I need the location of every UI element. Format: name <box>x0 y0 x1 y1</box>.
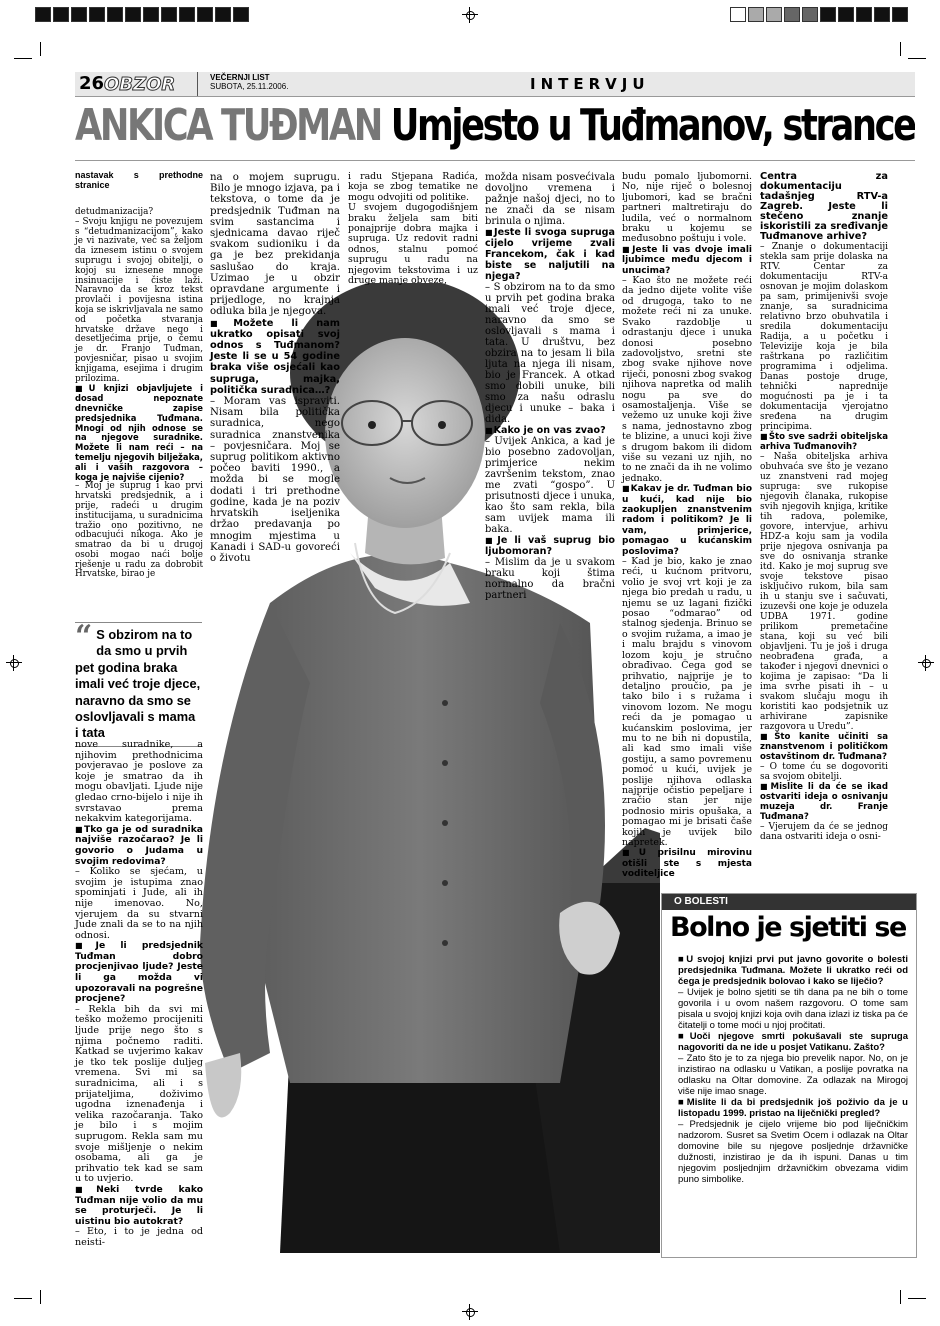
header-divider <box>197 72 198 96</box>
issue-date: SUBOTA, 25.11.2006. <box>210 82 289 91</box>
article-column-6 <box>760 172 888 842</box>
pull-quote-text: S obzirom na to da smo u prvih pet godina braka imali već troje djece, naravno da smo se oslovljavali s mama i tata <box>75 627 201 741</box>
continued-label: nastavak s prethodne stranice <box>75 170 203 190</box>
answer-paragraph: detudmanizacija? <box>75 207 154 217</box>
answer-paragraph: i radu Stjepana Radića, koja se zbog tematike ne mogu odvojiti od politike. <box>348 171 478 203</box>
answer-paragraph: – Uvijek je bolno sjetiti se tih dana pa ne bih o tome govorila i u ovom našem razgovoru. O tome sam pisala u svojoj knjizi koja ovih dana izlazi iz tiska pa će čitatelji o tome moći u njoj pročitati. <box>678 987 908 1031</box>
article-column-2 <box>210 172 340 564</box>
crop-mark <box>908 1298 926 1299</box>
section-label: INTERVJU <box>530 75 650 93</box>
answer-paragraph: – Eto, i to je jedna od neisti- <box>75 1226 203 1248</box>
question-paragraph: ■ Kako je on vas zvao? <box>485 425 615 436</box>
answer-paragraph: – Znanje o dokumentaciji stekla sam prije dolaska na RTV. Centar za dokumentaciju RTV-a osnovan je mojim dolaskom pa sam, primijenivši svoje znanje, sa suradnicima relativno brzo obuhvatila i sredila dokumentaciju Radija, a u početku i Televizije koja je bila raštrkana po različitim programima i odjelima. Danas postoje druge, tehnički naprednije mogućnosti pa je i ta dokumentacija vjerojatno sređena na drugim principima. <box>760 242 888 432</box>
question-paragraph: ■ Uoči njegove smrti pokušavali ste supruga nagovoriti da ne ide u posjet Vatikanu. Zašto? <box>678 1031 908 1053</box>
question-paragraph: ■ Jeste li svoga supruga cijelo vrijeme zvali Francekom, čak i kad biste se naljutili na njega? <box>485 227 615 282</box>
answer-paragraph: – Zato što je to za njega bio prevelik napor. No, on je inzistirao na odlasku u Vatikan, a poslije povratka na odlasku na Oltar domovine. Za odlazak na Mirogoj više nije imao snage. <box>678 1053 908 1097</box>
article-column-5 <box>622 172 752 880</box>
quote-mark-icon: “ <box>75 619 93 654</box>
answer-paragraph: – Rekla bih da svi mi teško možemo procijeniti ljude prije nego što s njima počnemo raditi. Katkad se uvjerimo kakav je tko tek poslije duljeg vremena. Svi mi sa suradnicima, ali i s prijateljima, doživimo ugodna iznenađenja i velika razočaranja. Tako je bilo i s mojim suprugom. Rekla sam mu svoje mišljenje o nekim osobama, ali ga je prihvatio tek kad se sam u to uvjerio. <box>75 1003 203 1185</box>
newspaper-name: VEČERNJI LIST <box>210 73 270 82</box>
sidebar-text <box>678 954 908 1185</box>
crop-mark <box>908 58 926 59</box>
newspaper-info <box>210 73 288 91</box>
crop-mark <box>14 58 32 59</box>
answer-paragraph: – Moram vas ispraviti. Nisam bila politička suradnica, nego suradnica znanstvenika – povjesničara. Moj se suprug politikom aktivno počeo baviti 1990., a možda bi se mogle dodati i tri prethodne godine, kada je na poziv hrvatskih iseljenika držao predavanja po mnogim mjestima u Kanadi i SAD-u govoreći o životu <box>210 396 340 564</box>
crop-mark <box>14 1298 32 1299</box>
registration-mark-icon <box>6 655 22 671</box>
answer-paragraph: – Kad je bio, kako je znao reći, u kućnom pritvoru, volio je svoj vrt koji je za njega bio predah u radu, u njemu se uz lagani fizički posao “odmarao” od stalnog sjedenja. Brinuo se o svojim ružama, a imao je i malu brajdu s vinovom lozom koju je stručno obrađivao. Čega god se prihvatio, najprije je to detaljno proučio, pa je tako bilo i s ružama i vinovom lozom. Ne mogu reći da je pomagao u kućanskim poslovima, jer mu to ne bih ni dopustila, ali kad smo imali više gostiju, a samo povremenu pomoć u kući, uvijek je poslije njihova odlaska najprije očistio pepeljare i zračio stan jer nije podnosio miris opušaka, a pomagao mi je brisati čaše kojih je uvijek bilo napretek. <box>622 556 752 848</box>
answer-paragraph: – Kao što ne možete reći da jedno dijete volite više od drugoga, tako to ne možete reći ni za unuke. Svako razdoblje u odrastanju djece i unuka donosi posebno zadovoljstvo, sretni ste zbog svake njihove nove riječi, ponosni zbog svakog njihova napretka od malih nogu pa sve do osamostaljenja. Više se vežemo uz unuke koji žive s nama, jednostavno zbog te blizine, a unuci koji žive s drugom bakom ili didom više su vezani uz njih, no to ne znači da ih ne volimo jednako. <box>622 275 752 484</box>
crop-mark <box>40 1290 41 1304</box>
question-paragraph: ■ Tko ga je od suradnika najviše razočarao? Je li govorio o Judama u svojim redovima? <box>75 825 203 867</box>
answer-paragraph: nove suradnike, a njihovim prethodnicima povjeravao je poslove za koje je smatrao da ih mogu obavljati. Ljude nije gledao crno-bijelo i nije ih svrstavao prema nekakvim kategorijama. <box>75 739 203 825</box>
answer-paragraph: – Uvijek Ankica, a kad je bio posebno zadovoljan, primjerice nekim završenim tekstom, znao me zvati “gospo”. U prisutnosti djece i unuka, kao što sam rekla, bila sam uvijek mama ili baka. <box>485 436 615 535</box>
answer-paragraph: – Svoju knjigu ne povezujem s “detudmanizacijom”, kako je vi nazivate, već sa željom da iznesem istinu o svojem suprugu i svojoj obitelji, o kojoj su iznesene mnoge insinuacije i čiste laži. Naravno da se kroz tekst provlači i povijesna istina koja se iskrivljavala ne samo od početka stvaranja hrvatske države nego i desetljećima prije, o čemu je dr. Franjo Tuđman, povjesničar, pisao u svojim knjigama, esejima i drugim prilozima. <box>75 216 203 384</box>
question-paragraph: ■ Je li vaš suprug bio ljubomoran? <box>485 535 615 557</box>
question-paragraph: ■ U knjizi objavljujete i dosad nepoznate dnevničke zapise predsjednika Tuđmana. Mnogi od njih odnose se na njegove suradnike. Možete li nam reći – na temelju njegovih bilježaka, ali i vaših razgovora – koga je najviše cijenio? <box>75 384 203 482</box>
answer-paragraph: – Mislim da je u svakom braku koji štima normalno da bračni partneri <box>485 557 615 601</box>
question-paragraph: ■ Neki tvrde kako Tuđman nije volio da mu se proturječi. Je li uistinu bio autokrat? <box>75 1185 203 1227</box>
answer-paragraph: – S obzirom na to da smo u prvih pet godina braka imali već troje djece, naravno da smo se oslovljavali s mama i tata. U društvu, bez obzira na to jesam li bila ljuta na njega ili nisam, bio je Francek. A otkad smo dobili unuke, bili smo za našu odraslu djecu i unuke – baka i dida. <box>485 282 615 425</box>
question-paragraph: ■ Što sve sadrži obiteljska arhiva Tuđmanovih? <box>760 432 888 452</box>
question-paragraph: ■ Što kanite učiniti sa znanstvenom i političkom ostavštinom dr. Tuđmana? <box>760 732 888 762</box>
pull-quote <box>75 619 202 747</box>
question-paragraph: ■ Možete li nam ukratko opisati svoj odnos s Tuđmanom? Jeste li se u 54 godine braka više osjećali kao supruga, majka, politička suradnica…? <box>210 318 340 396</box>
headline-rule <box>75 160 915 161</box>
color-registration-bar-left <box>35 7 249 20</box>
answer-paragraph: – Koliko se sjećam, u svojim je istupima znao spominjati i Jude, ali ih nije imenovao. No, vjerujem da su stvarni Jude znali da se to na njih odnosi. <box>75 866 203 941</box>
page-header-bar <box>75 72 915 97</box>
page-number: 26 <box>79 73 105 94</box>
answer-paragraph: na o mojem suprugu. Bilo je mnogo izjava, pa i tekstova, o tome da je predsjednik Tuđman na svim sastancima i sjednicama davao riječ svakom sudioniku i da ga je bez prekidanja saslušao do kraja. Uzimao je u obzir opravdane argumente i prijedloge, no krajnja odluka bila je njegova. <box>210 172 340 318</box>
registration-mark-icon <box>918 655 934 671</box>
answer-paragraph: možda nisam posvećivala dovoljno vremena i pažnje našoj djeci, no to ne znači da se nisam brinula o njima. <box>485 172 615 227</box>
crop-mark <box>40 42 41 56</box>
answer-paragraph: – Moj je suprug i kao prvi hrvatski predsjednik, a i prije, radeći u drugim institucijama, u suradnicima tražio ono pozitivno, ne odbacujući nikoga. Ako je smatrao da bi u drugoj osobi mogao naći bolje rješenje u radu za dobrobit Hrvatske, birao je <box>75 481 203 580</box>
color-registration-bar-right <box>730 7 908 20</box>
registration-mark-icon <box>462 7 478 23</box>
question-paragraph: ■ U prisilnu mirovinu otišli ste s mjesta voditeljice <box>622 848 752 879</box>
headline <box>75 100 915 156</box>
answer-paragraph: – Predsjednik je cijelo vrijeme bio pod liječničkim nadzorom. Susret sa Svetim Ocem i odlazak na Oltar domovine bile su njegove posljednje državničke dužnosti, inzistirao je da ih ispuni. Danas u tim njegovim posljednjim državničkim obvezama vidim puno simbolike. <box>678 1119 908 1185</box>
answer-paragraph: – Naša obiteljska arhiva obuhvaća sve što je vezano uz znanstveni rad mojeg supruga: sve rukopise njegovih članaka, rukopise svih njegovih knjiga, kritike tih radova, polemike, govore, intervjue, arhivu HDZ-a koju sam ja vodila prije njegova osnivanja pa sve do osnivanja stranke itd. Kako je moj suprug sve svoje tekstove pisao isključivo rukom, bila sam ih u stanju sve i sačuvati, izuzevši one koje je oduzela UDBA 1971. godine prilikom premetačine stana, koji su već bili objavljeni. Tu je još i druga neobrađena građa, a također i njegovi dnevnici o kojima je zapisao: “Da li ima svrhe pisati ih – u svakom slučaju mogu ih koristiti kao podsjetnik uz arhivirane zapisnike razgovora u Uredu”. <box>760 452 888 732</box>
sidebar-tag: O BOLESTI <box>662 894 916 910</box>
registration-mark-icon <box>462 1304 478 1320</box>
article-column-1 <box>75 170 203 580</box>
headline-name: ANKICA TUĐMAN <box>75 100 381 151</box>
answer-paragraph: – Vjerujem da će se jednog dana ostvariti ideja o osni- <box>760 822 888 842</box>
question-paragraph: ■ Je li predsjednik Tuđman dobro procjenjivao ljude? Jeste li ga možda vi upozoravali na pogrešne procjene? <box>75 941 203 1005</box>
crop-mark <box>900 42 901 56</box>
question-paragraph: ■ Mislite li da bi predsjednik još poživio da je u listopadu 1999. pristao na liječnički pregled? <box>678 1097 908 1119</box>
question-paragraph: ■ Kakav je dr. Tuđman bio u kući, kad nije bio zaokupljen znanstvenim radom i politikom? Je li vam, primjerice, pomagao u kućanskim poslovima? <box>622 484 752 557</box>
article-column-1-continued <box>75 740 203 1249</box>
question-paragraph: ■ U svojoj knjizi prvi put javno govorite o bolesti predsjednika Tuđmana. Možete li ukratko reći od čega je predsjednik bolovao i kako se liječio? <box>678 954 908 987</box>
answer-paragraph: – O tome ću se dogovoriti sa svojom obitelji. <box>760 762 888 782</box>
question-paragraph: ■ Mislite li da će se ikad ostvariti ideja o osnivanju muzeja dr. Franje Tuđmana? <box>760 782 888 822</box>
answer-paragraph: U svojem dugogodišnjem braku željela sam biti ponajprije dobra majka i supruga. Uz redovit radni odnos, stalnu pomoć suprugu u radu na njegovim tekstovima i uz druge manje obveze, <box>348 202 478 287</box>
section-logo: OBZOR <box>104 74 176 95</box>
headline-title: Umjesto u Tuđmanov, strance <box>390 100 915 151</box>
crop-mark <box>900 1290 901 1304</box>
article-column-3 <box>348 172 478 286</box>
question-paragraph: ■ Jeste li vas dvoje imali ljubimce među djecom i unucima? <box>622 245 752 276</box>
answer-paragraph: budu pomalo ljubomorni. No, nije riječ o bolesnoj ljubomori, kad se bračni partneri maltretiraju do ludila, već o normalnom braku u kojemu se međusobno poštuju i vole. <box>622 171 752 245</box>
article-column-4 <box>485 172 615 601</box>
question-paragraph: Centra za dokumentaciju tadašnjeg RTV-a Zagreb. Jeste li stečeno znanje iskoristili za sređivanje Tuđmanove arhive? <box>760 171 888 242</box>
sidebar-title: Bolno je sjetiti se <box>670 912 906 943</box>
sidebar-box <box>661 893 917 1258</box>
